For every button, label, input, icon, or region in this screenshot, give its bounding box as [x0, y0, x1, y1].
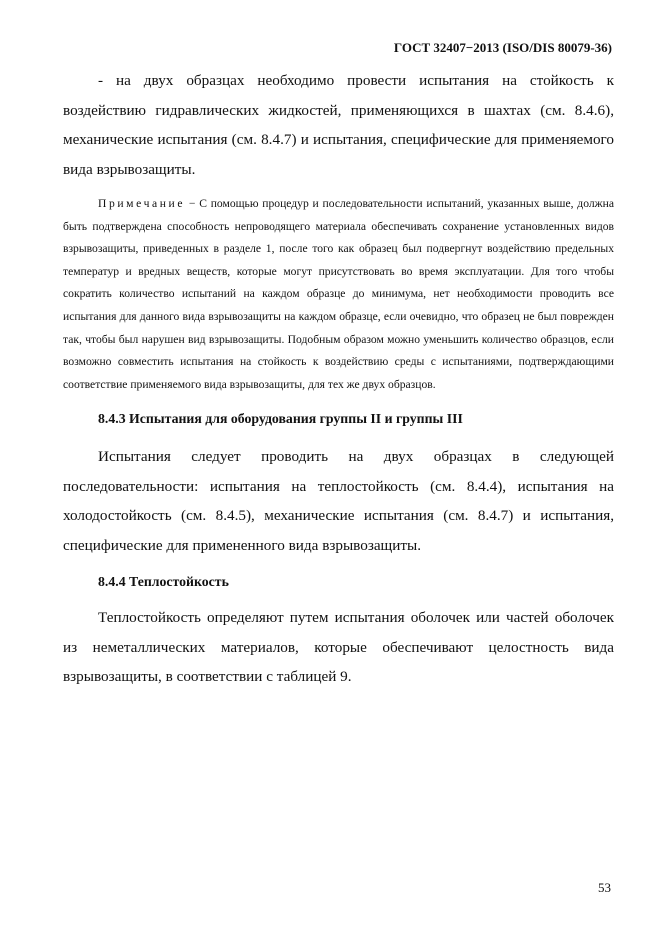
section-heading-8-4-4: 8.4.4 Теплостойкость — [98, 574, 229, 590]
page-body — [63, 66, 614, 692]
page-number: 53 — [598, 880, 611, 895]
section-heading-8-4-3: 8.4.3 Испытания для оборудования группы II и группы III — [98, 411, 463, 427]
paragraph-heat-resistance: Теплостойкость определяют путем испытания оболочек или частей оболочек из неметаллических материалов, которые обеспечивают целостность вида взрывозащиты, в соответствии с таблицей 9. — [63, 609, 614, 686]
note-paragraph — [63, 193, 614, 396]
note-text: − С помощью процедур и последовательности испытаний, указанных выше, должна быть подтверждена способность непроводящего материала обеспечивать сохранение установленных видов взрывозащиты, приведенных в разделе 1, после того как образец был подвергнут воздействию предельных температур и вредных веществ, которые могут присутствовать во время эксплуатации. Для того чтобы сократить количество испытаний на каждом образце до минимума, нет необходимости проводить все испытания для данного вида взрывозащиты на каждом образце, если очевидно, что образец не был поврежден так, чтобы был нарушен вид взрывозащиты. Подобным образом можно уменьшить количество образцов, если возможно совместить испытания на стойкость к воздействию среды с испытаниями, подтверждающими соответствие применяемого вида взрывозащиты, для тех же двух образцов. — [63, 197, 614, 391]
paragraph-hydraulic-fluids: - на двух образцах необходимо провести испытания на стойкость к воздействию гидравлических жидкостей, применяющихся в шахтах (см. 8.4.6), механические испытания (см. 8.4.7) и испытания, специфические для применяемого вида взрывозащиты. — [63, 72, 614, 178]
paragraph-test-sequence: Испытания следует проводить на двух образцах в следующей последовательности: испытания на теплостойкость (см. 8.4.4), испытания на холодостойкость (см. 8.4.5), механические испытания (см. 8.4.7) и испытания, специфические для примененного вида взрывозащиты. — [63, 448, 614, 554]
note-label: Примечание — [98, 197, 186, 210]
document-header: ГОСТ 32407−2013 (ISO/DIS 80079-36) — [393, 40, 612, 55]
